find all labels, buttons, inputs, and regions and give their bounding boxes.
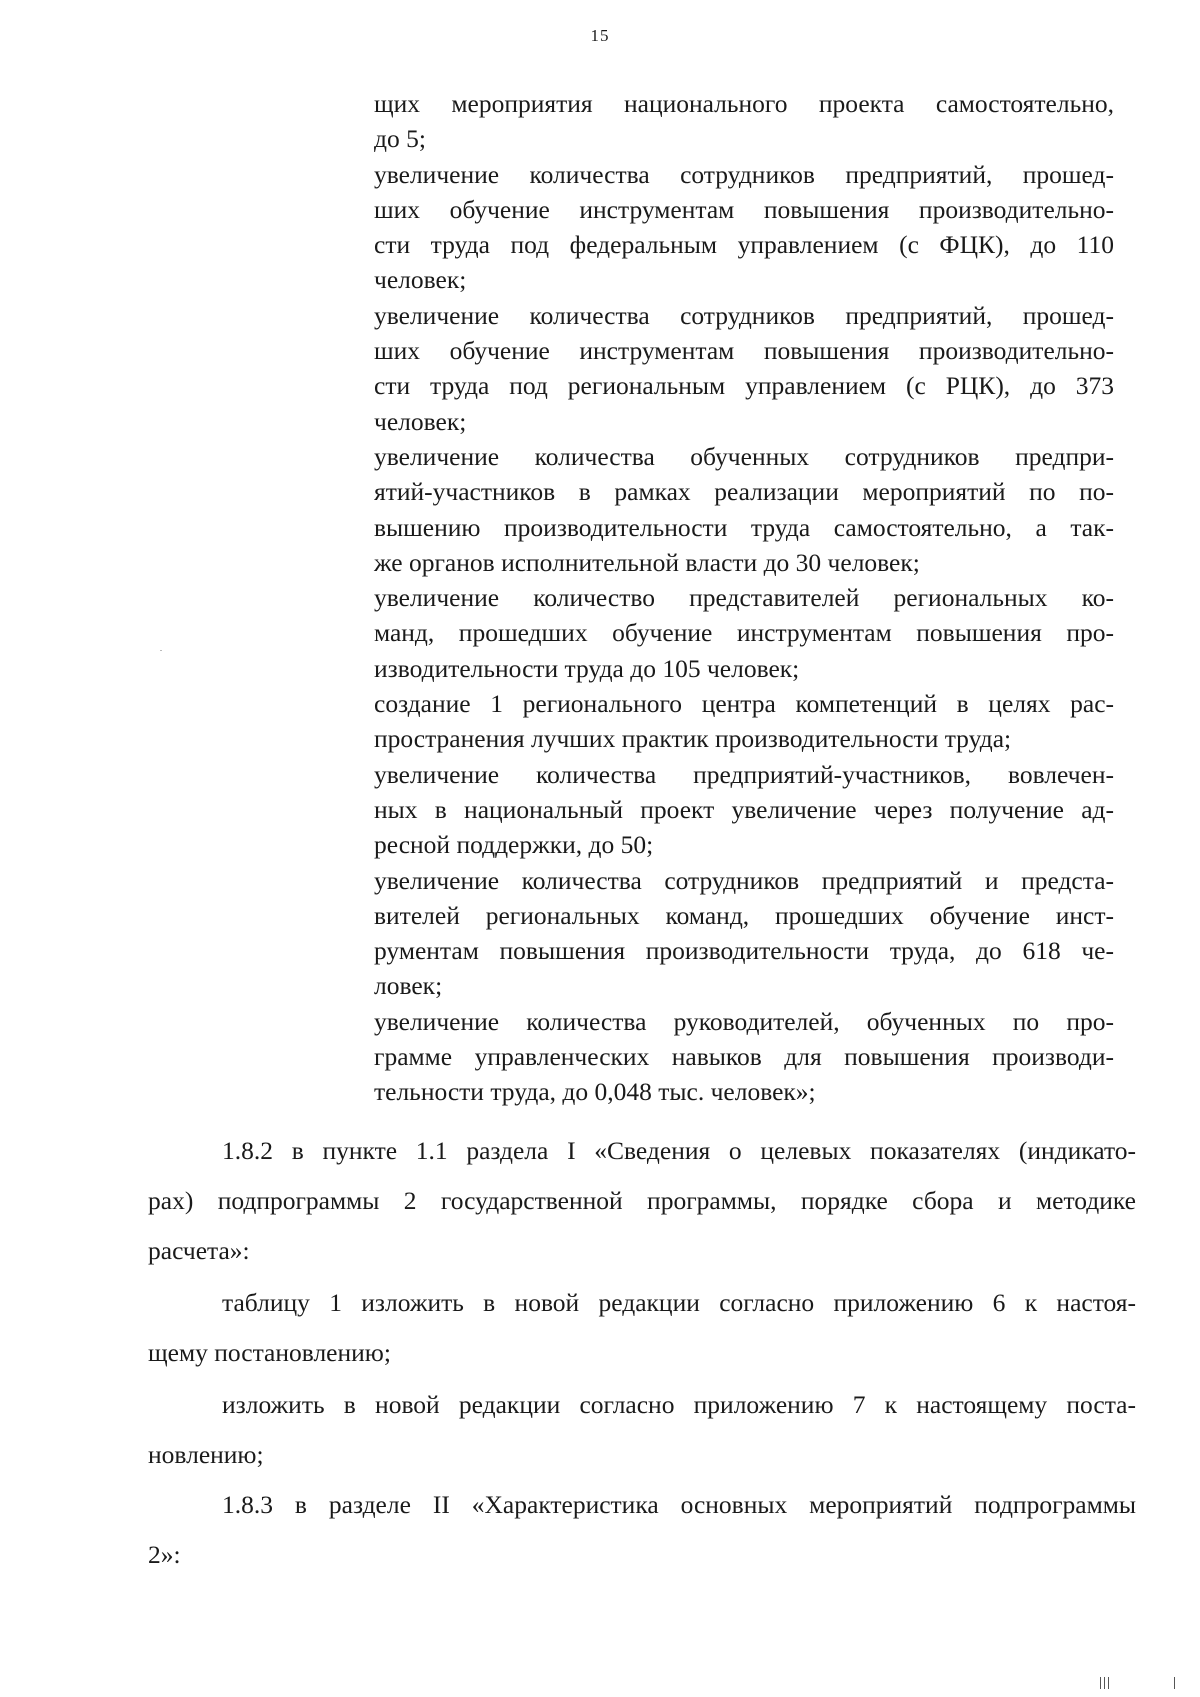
paragraph-line: 1.8.2 в пункте 1.1 раздела I «Сведения о целевых показателях (индикато- <box>222 1136 1136 1165</box>
paragraph-table-1 <box>148 1278 1136 1378</box>
scan-speck <box>160 650 162 651</box>
cell-line: вышению производительности труда самостоятельно, а так- <box>374 512 1114 542</box>
cell-line: ятий-участников в рамках реализации мероприятий по по- <box>374 477 1114 507</box>
paragraph-line: щему постановлению; <box>148 1338 391 1367</box>
cell-line: вителей региональных команд, прошедших обучение инст- <box>374 900 1114 930</box>
scan-mark <box>1108 1677 1109 1689</box>
cell-line: ловек; <box>374 971 443 1001</box>
cell-line: рументам повышения производительности труда, до 618 че- <box>374 936 1114 966</box>
cell-line: тельности труда, до 0,048 тыс. человек»; <box>374 1077 816 1107</box>
paragraph-line: изложить в новой редакции согласно приложению 7 к настоящему поста- <box>222 1390 1136 1419</box>
cell-line: увеличение количества руководителей, обученных по про- <box>374 1006 1114 1036</box>
cell-line: пространения лучших практик производительности труда; <box>374 724 1012 754</box>
cell-line: человек; <box>374 406 467 436</box>
cell-line: до 5; <box>374 124 426 154</box>
cell-line: сти труда под федеральным управлением (с ФЦК), до 110 <box>374 230 1114 260</box>
cell-line: же органов исполнительной власти до 30 человек; <box>374 547 920 577</box>
cell-line: изводительности труда до 105 человек; <box>374 653 800 683</box>
scan-mark <box>1174 1677 1175 1689</box>
cell-line: увеличение количества предприятий-участников, вовлечен- <box>374 759 1114 789</box>
cell-line: манд, прошедших обучение инструментам повышения про- <box>374 618 1114 648</box>
cell-line: увеличение количества обученных сотрудников предпри- <box>374 441 1114 471</box>
paragraph-line: расчета»: <box>148 1236 250 1265</box>
paragraph-appendix-7 <box>148 1380 1136 1480</box>
page-number: 15 <box>590 26 610 45</box>
cell-line: ресной поддержки, до 50; <box>374 830 654 860</box>
cell-line: ших обучение инструментам повышения производительно- <box>374 194 1114 224</box>
cell-line: сти труда под региональным управлением (с РЦК), до 373 <box>374 371 1114 401</box>
cell-line: щих мероприятия национального проекта самостоятельно, <box>374 89 1114 118</box>
cell-line: ших обучение инструментам повышения производительно- <box>374 336 1114 366</box>
paragraph-line: рах) подпрограммы 2 государственной программы, порядке сбора и методике <box>148 1186 1136 1215</box>
cell-line: увеличение количество представителей региональных ко- <box>374 583 1114 613</box>
paragraph-1-8-2 <box>148 1126 1136 1276</box>
cell-line: увеличение количества сотрудников предприятий, прошед- <box>374 159 1114 189</box>
cell-line: создание 1 регионального центра компетенций в целях рас- <box>374 689 1114 719</box>
cell-line: ных в национальный проект увеличение через получение ад- <box>374 794 1114 824</box>
cell-line: увеличение количества сотрудников предприятий и предста- <box>374 865 1114 895</box>
cell-line: грамме управленческих навыков для повышения производи- <box>374 1042 1114 1072</box>
scan-mark <box>1100 1677 1101 1689</box>
paragraph-1-8-3 <box>148 1480 1136 1580</box>
paragraph-line: таблицу 1 изложить в новой редакции согласно приложению 6 к настоя- <box>222 1288 1136 1317</box>
paragraph-line: 2»: <box>148 1540 181 1569</box>
cell-line: увеличение количества сотрудников предприятий, прошед- <box>374 300 1114 330</box>
table-cell-continuation <box>374 86 1114 1110</box>
paragraph-line: новлению; <box>148 1440 264 1469</box>
scan-mark <box>1104 1677 1105 1689</box>
paragraph-line: 1.8.3 в разделе II «Характеристика основных мероприятий подпрограммы <box>222 1490 1136 1519</box>
cell-line: человек; <box>374 265 467 295</box>
